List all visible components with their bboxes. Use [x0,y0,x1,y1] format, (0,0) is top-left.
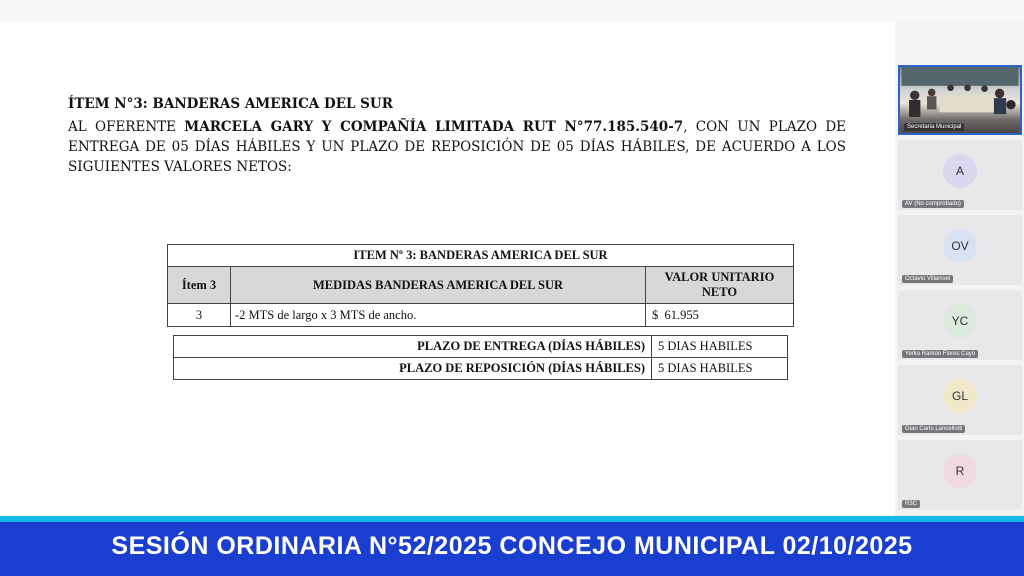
participant-name: Secretaria Municipal [904,123,964,131]
paragraph-prefix: AL OFERENTE [68,119,185,135]
valor-amount: 61.955 [664,307,699,322]
participant-tile-yc[interactable] [898,290,1022,360]
header-valor: VALOR UNITARIO NETO [646,267,794,304]
item-table [167,244,794,327]
plazos-table [173,335,788,380]
avatar: YC [943,304,977,338]
header-item: Ítem 3 [168,267,231,304]
document-heading: ÍTEM N°3: BANDERAS AMERICA DEL SUR [68,96,393,112]
avatar: R [943,454,977,488]
participant-name: Octavio Villarroel [902,275,953,283]
participant-tile-a[interactable] [898,140,1022,210]
banner-title: SESIÓN ORDINARIA N°52/2025 CONCEJO MUNICIPAL 02/10/2025 [111,532,913,560]
header-medidas: MEDIDAS BANDERAS AMERICA DEL SUR [231,267,646,304]
avatar: GL [943,379,977,413]
participant-video-secretaria[interactable] [898,65,1022,135]
participant-tile-gl[interactable] [898,365,1022,435]
plazo-row [174,358,788,380]
document-paragraph [68,117,846,177]
cell-valor [646,304,794,327]
top-bar [0,0,1024,22]
plazo-row [174,336,788,358]
currency-symbol: $ [652,307,659,322]
participant-tile-r[interactable] [898,440,1022,510]
item-table-title: ITEM Nº 3: BANDERAS AMERICA DEL SUR [168,245,794,267]
participant-name: AV (No comprobado) [902,200,964,208]
session-banner [0,516,1024,576]
plazo-entrega-value: 5 DIAS HABILES [652,336,788,358]
participant-name: R3C [902,500,920,508]
avatar: OV [943,229,977,263]
participant-tile-ov[interactable] [898,215,1022,285]
cell-item: 3 [168,304,231,327]
plazo-reposicion-label: PLAZO DE REPOSICIÓN (DÍAS HÁBILES) [174,358,652,380]
paragraph-bidder: MARCELA GARY Y COMPAÑÍA LIMITADA RUT N°77.185.540-7 [184,119,684,135]
paragraph-suffix: , CON UN PLAZO DE ENTREGA DE 05 DÍAS HÁBILES Y UN PLAZO DE REPOSICIÓN DE 05 DÍAS HÁBILES, DE ACUERDO A LOS SIGUIENTES VALORES NETOS: [68,119,846,175]
participant-name: Gian Carlo Lancellotti [902,425,965,433]
cell-medida: -2 MTS de largo x 3 MTS de ancho. [231,304,646,327]
plazo-reposicion-value: 5 DIAS HABILES [652,358,788,380]
participant-name: Yerko Ramón Flores Cayo [902,350,978,358]
avatar: A [943,154,977,188]
plazo-entrega-label: PLAZO DE ENTREGA (DÍAS HÁBILES) [174,336,652,358]
